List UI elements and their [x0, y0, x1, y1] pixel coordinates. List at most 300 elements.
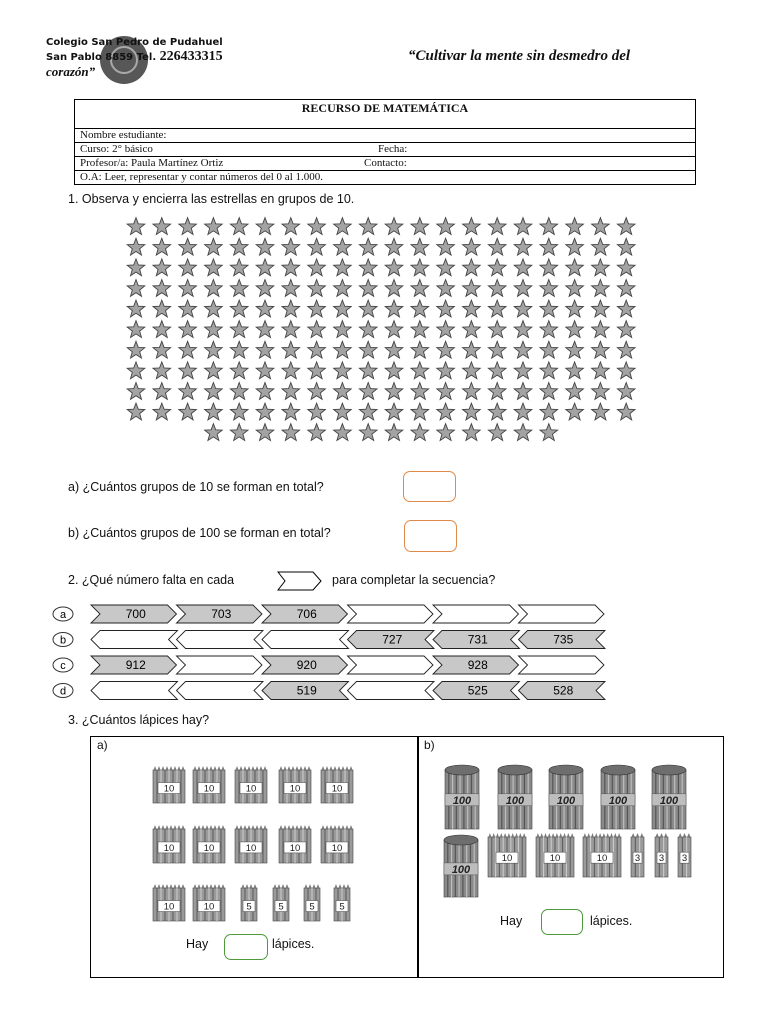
- school-info: [46, 36, 223, 79]
- sequence-blank-cell[interactable]: [519, 656, 605, 674]
- sequence-grid[interactable]: [48, 600, 608, 700]
- star-icon[interactable]: [179, 238, 197, 255]
- star-icon[interactable]: [617, 300, 635, 317]
- q1b-prompt: b) ¿Cuántos grupos de 100 se forman en total?: [68, 526, 331, 540]
- star-icon[interactable]: [308, 300, 326, 317]
- star-icon[interactable]: [566, 341, 584, 358]
- star-icon[interactable]: [437, 383, 455, 400]
- star-icon[interactable]: [205, 362, 223, 379]
- star-icon[interactable]: [153, 218, 171, 235]
- teacher-label: Profesor/a: Paula Martínez Ortiz: [80, 157, 224, 169]
- star-icon[interactable]: [617, 218, 635, 235]
- star-icon[interactable]: [488, 424, 506, 441]
- sequence-blank-cell[interactable]: [262, 631, 349, 649]
- star-icon[interactable]: [411, 362, 429, 379]
- star-icon[interactable]: [540, 321, 558, 338]
- sequence-blank-cell[interactable]: [348, 656, 434, 674]
- pencil-bundle-5-icon: [304, 884, 320, 921]
- star-icon[interactable]: [617, 403, 635, 420]
- student-name-row[interactable]: [75, 129, 695, 143]
- star-icon[interactable]: [488, 280, 506, 297]
- star-icon[interactable]: [566, 280, 584, 297]
- star-icon[interactable]: [385, 341, 403, 358]
- star-icon[interactable]: [179, 341, 197, 358]
- star-icon[interactable]: [437, 238, 455, 255]
- star-icon[interactable]: [256, 238, 274, 255]
- star-icon[interactable]: [488, 218, 506, 235]
- pencil-cylinder-100-icon: [549, 765, 583, 829]
- panel-a-hay: Hay: [186, 937, 209, 951]
- star-icon[interactable]: [463, 424, 481, 441]
- star-icon[interactable]: [540, 403, 558, 420]
- bundle-label: 10: [163, 783, 175, 795]
- star-icon[interactable]: [230, 300, 248, 317]
- school-address: San Pablo 8859 Tel.: [46, 52, 157, 63]
- star-icon[interactable]: [385, 321, 403, 338]
- star-icon[interactable]: [179, 280, 197, 297]
- star-icon[interactable]: [230, 280, 248, 297]
- star-icon[interactable]: [205, 218, 223, 235]
- panel-b: [417, 736, 724, 978]
- star-icon[interactable]: [385, 218, 403, 235]
- star-icon[interactable]: [334, 218, 352, 235]
- sequence-value: 735: [553, 632, 574, 647]
- star-icon[interactable]: [230, 341, 248, 358]
- star-icon[interactable]: [282, 280, 300, 297]
- info-table: [74, 99, 696, 185]
- objective-label: O.A: Leer, representar y contar números del 0 al 1.000.: [80, 171, 323, 183]
- star-icon[interactable]: [308, 403, 326, 420]
- star-icon[interactable]: [359, 280, 377, 297]
- star-icon[interactable]: [282, 341, 300, 358]
- star-icon[interactable]: [282, 424, 300, 441]
- star-icon[interactable]: [514, 341, 532, 358]
- star-icon[interactable]: [437, 403, 455, 420]
- bundle-label: 100: [452, 794, 472, 807]
- star-icon[interactable]: [514, 424, 532, 441]
- star-icon[interactable]: [385, 383, 403, 400]
- pencil-bundle-10-icon: [279, 825, 311, 863]
- star-icon[interactable]: [359, 341, 377, 358]
- star-icon[interactable]: [540, 300, 558, 317]
- star-icon[interactable]: [463, 218, 481, 235]
- star-icon[interactable]: [411, 300, 429, 317]
- star-icon[interactable]: [463, 238, 481, 255]
- panel-a: [90, 736, 419, 978]
- star-icon[interactable]: [359, 218, 377, 235]
- motto: “Cultivar la mente sin desmedro del: [408, 48, 631, 64]
- star-icon[interactable]: [411, 403, 429, 420]
- star-icon[interactable]: [205, 341, 223, 358]
- star-icon[interactable]: [411, 280, 429, 297]
- bundle-label: 10: [203, 783, 215, 795]
- star-icon[interactable]: [411, 341, 429, 358]
- star-icon[interactable]: [308, 259, 326, 276]
- star-icon[interactable]: [256, 341, 274, 358]
- star-icon[interactable]: [334, 383, 352, 400]
- star-icon[interactable]: [463, 321, 481, 338]
- star-icon[interactable]: [514, 259, 532, 276]
- bundle-label: 3: [681, 853, 688, 865]
- panel-b-answer-box[interactable]: [541, 909, 583, 935]
- sequence-value: 928: [467, 658, 488, 672]
- star-icon[interactable]: [282, 321, 300, 338]
- star-icon[interactable]: [411, 218, 429, 235]
- star-icon[interactable]: [308, 362, 326, 379]
- star-icon[interactable]: [256, 424, 274, 441]
- star-icon[interactable]: [437, 362, 455, 379]
- star-icon[interactable]: [308, 238, 326, 255]
- star-icon[interactable]: [256, 218, 274, 235]
- bundle-label: 10: [245, 783, 257, 795]
- star-icon[interactable]: [230, 259, 248, 276]
- star-icon[interactable]: [437, 300, 455, 317]
- star-icon[interactable]: [282, 238, 300, 255]
- star-icon[interactable]: [385, 238, 403, 255]
- star-icon[interactable]: [153, 403, 171, 420]
- pencil-cylinder-100-icon: [444, 835, 478, 897]
- star-icon[interactable]: [256, 403, 274, 420]
- sequence-blank-cell[interactable]: [177, 631, 264, 649]
- pencil-bundle-10-icon: [488, 833, 526, 877]
- star-icon[interactable]: [153, 383, 171, 400]
- star-icon[interactable]: [359, 238, 377, 255]
- star-icon[interactable]: [359, 383, 377, 400]
- sequence-blank-cell[interactable]: [348, 682, 435, 700]
- star-icon[interactable]: [437, 280, 455, 297]
- star-icon[interactable]: [205, 259, 223, 276]
- star-icon[interactable]: [540, 383, 558, 400]
- star-icon[interactable]: [153, 321, 171, 338]
- star-icon[interactable]: [592, 300, 610, 317]
- star-icon[interactable]: [256, 321, 274, 338]
- sequence-value: 519: [296, 683, 317, 698]
- bundle-label: 10: [331, 783, 343, 795]
- bundle-label: 100: [505, 794, 525, 807]
- star-icon[interactable]: [334, 280, 352, 297]
- sequence-blank-cell[interactable]: [348, 605, 434, 623]
- star-icon[interactable]: [256, 259, 274, 276]
- star-icon[interactable]: [566, 383, 584, 400]
- bundle-label: 100: [608, 794, 628, 807]
- star-icon[interactable]: [488, 403, 506, 420]
- star-icon[interactable]: [230, 424, 248, 441]
- star-icon[interactable]: [127, 218, 145, 235]
- star-icon[interactable]: [514, 383, 532, 400]
- star-icon[interactable]: [592, 341, 610, 358]
- star-icon[interactable]: [153, 300, 171, 317]
- star-icon[interactable]: [411, 424, 429, 441]
- star-icon[interactable]: [385, 424, 403, 441]
- star-icon[interactable]: [205, 383, 223, 400]
- star-icon[interactable]: [205, 424, 223, 441]
- contact-label: Contacto:: [364, 157, 407, 169]
- sequence-value: 920: [296, 658, 317, 672]
- star-icon[interactable]: [592, 321, 610, 338]
- star-icon[interactable]: [359, 403, 377, 420]
- q1-prompt: 1. Observa y encierra las estrellas en grupos de 10.: [68, 192, 355, 206]
- star-icon[interactable]: [359, 321, 377, 338]
- star-icon[interactable]: [334, 424, 352, 441]
- course-label: Curso: 2° básico: [80, 143, 153, 155]
- sequence-blank-cell[interactable]: [433, 605, 519, 623]
- star-icon[interactable]: [566, 238, 584, 255]
- pencil-bundle-10-icon: [153, 766, 185, 803]
- star-icon[interactable]: [153, 259, 171, 276]
- sequence-blank-cell[interactable]: [519, 605, 605, 623]
- star-icon[interactable]: [488, 321, 506, 338]
- star-icon[interactable]: [385, 259, 403, 276]
- star-icon[interactable]: [488, 259, 506, 276]
- star-icon[interactable]: [308, 424, 326, 441]
- star-icon[interactable]: [617, 321, 635, 338]
- star-icon[interactable]: [437, 321, 455, 338]
- star-icon[interactable]: [488, 341, 506, 358]
- star-icon[interactable]: [205, 403, 223, 420]
- star-icon[interactable]: [153, 362, 171, 379]
- star-icon[interactable]: [282, 383, 300, 400]
- star-icon[interactable]: [127, 280, 145, 297]
- panel-b-label: b): [424, 738, 435, 752]
- star-icon[interactable]: [514, 280, 532, 297]
- star-icon[interactable]: [592, 383, 610, 400]
- star-icon[interactable]: [282, 362, 300, 379]
- star-grid[interactable]: [124, 215, 648, 447]
- star-icon[interactable]: [540, 341, 558, 358]
- star-icon[interactable]: [282, 300, 300, 317]
- pencil-bundle-10-icon: [193, 884, 225, 921]
- star-icon[interactable]: [205, 280, 223, 297]
- star-icon[interactable]: [127, 321, 145, 338]
- panel-a-answer-box[interactable]: [224, 934, 268, 960]
- star-icon[interactable]: [437, 218, 455, 235]
- sequence-blank-cell[interactable]: [177, 682, 264, 700]
- star-icon[interactable]: [463, 362, 481, 379]
- pencil-bundle-3-icon: [678, 833, 691, 877]
- star-icon[interactable]: [334, 238, 352, 255]
- star-icon[interactable]: [385, 403, 403, 420]
- star-icon[interactable]: [566, 218, 584, 235]
- star-icon[interactable]: [282, 218, 300, 235]
- star-icon[interactable]: [127, 259, 145, 276]
- star-icon[interactable]: [282, 403, 300, 420]
- q1a-answer-box[interactable]: [403, 471, 456, 502]
- star-icon[interactable]: [153, 280, 171, 297]
- star-icon[interactable]: [411, 321, 429, 338]
- pencil-bundle-10-icon: [321, 766, 353, 803]
- star-icon[interactable]: [514, 300, 532, 317]
- panel-b-hay: Hay: [500, 914, 523, 928]
- sequence-row-d: [53, 682, 605, 700]
- star-icon[interactable]: [179, 362, 197, 379]
- star-icon[interactable]: [592, 403, 610, 420]
- star-icon[interactable]: [127, 341, 145, 358]
- star-icon[interactable]: [411, 383, 429, 400]
- star-icon[interactable]: [179, 300, 197, 317]
- star-icon[interactable]: [308, 280, 326, 297]
- star-icon[interactable]: [334, 341, 352, 358]
- star-icon[interactable]: [230, 218, 248, 235]
- star-icon[interactable]: [463, 341, 481, 358]
- pencil-cylinder-100-icon: [601, 765, 635, 829]
- star-icon[interactable]: [463, 300, 481, 317]
- star-icon[interactable]: [592, 238, 610, 255]
- star-icon[interactable]: [463, 383, 481, 400]
- star-icon[interactable]: [153, 238, 171, 255]
- bundle-label: 100: [556, 794, 576, 807]
- bundle-label: 5: [278, 901, 284, 913]
- star-icon[interactable]: [359, 259, 377, 276]
- star-icon[interactable]: [179, 383, 197, 400]
- star-icon[interactable]: [256, 383, 274, 400]
- star-icon[interactable]: [437, 341, 455, 358]
- bundle-label: 10: [549, 853, 561, 865]
- star-icon[interactable]: [230, 403, 248, 420]
- star-icon[interactable]: [385, 280, 403, 297]
- star-icon[interactable]: [308, 321, 326, 338]
- star-icon[interactable]: [179, 403, 197, 420]
- star-icon[interactable]: [592, 218, 610, 235]
- row-label: a: [59, 609, 67, 621]
- star-icon[interactable]: [127, 383, 145, 400]
- star-icon[interactable]: [488, 300, 506, 317]
- sequence-value: 731: [467, 632, 488, 647]
- star-icon[interactable]: [385, 362, 403, 379]
- star-icon[interactable]: [540, 259, 558, 276]
- sequence-blank-cell[interactable]: [177, 656, 263, 674]
- star-icon[interactable]: [514, 238, 532, 255]
- star-icon[interactable]: [334, 403, 352, 420]
- motto-end: corazón”: [46, 64, 96, 79]
- star-icon[interactable]: [153, 341, 171, 358]
- sequence-blank-cell[interactable]: [91, 631, 178, 649]
- star-icon[interactable]: [617, 238, 635, 255]
- pencil-bundles-a: [91, 737, 418, 937]
- star-icon[interactable]: [359, 300, 377, 317]
- sequence-blank-cell[interactable]: [91, 682, 178, 700]
- star-icon[interactable]: [127, 300, 145, 317]
- panel-a-label: a): [97, 738, 108, 752]
- star-icon[interactable]: [411, 238, 429, 255]
- star-icon[interactable]: [359, 362, 377, 379]
- star-icon[interactable]: [334, 321, 352, 338]
- star-icon[interactable]: [488, 238, 506, 255]
- star-icon[interactable]: [205, 300, 223, 317]
- pencil-bundle-5-icon: [273, 884, 289, 921]
- star-icon[interactable]: [488, 383, 506, 400]
- star-icon[interactable]: [334, 362, 352, 379]
- star-icon[interactable]: [566, 362, 584, 379]
- star-icon[interactable]: [282, 259, 300, 276]
- bundle-label: 10: [289, 783, 301, 795]
- star-icon[interactable]: [230, 321, 248, 338]
- star-icon[interactable]: [540, 424, 558, 441]
- star-icon[interactable]: [514, 321, 532, 338]
- star-icon[interactable]: [308, 383, 326, 400]
- star-icon[interactable]: [437, 259, 455, 276]
- star-icon[interactable]: [463, 259, 481, 276]
- star-icon[interactable]: [566, 300, 584, 317]
- date-label: Fecha:: [378, 143, 408, 155]
- star-icon[interactable]: [205, 321, 223, 338]
- bundle-label: 10: [596, 853, 608, 865]
- star-icon[interactable]: [617, 341, 635, 358]
- star-icon[interactable]: [540, 280, 558, 297]
- star-icon[interactable]: [617, 259, 635, 276]
- star-icon[interactable]: [256, 362, 274, 379]
- star-icon[interactable]: [437, 424, 455, 441]
- row-label: b: [59, 634, 67, 647]
- star-icon[interactable]: [256, 280, 274, 297]
- star-icon[interactable]: [540, 218, 558, 235]
- star-icon[interactable]: [463, 403, 481, 420]
- star-icon[interactable]: [127, 238, 145, 255]
- star-icon[interactable]: [566, 403, 584, 420]
- pencil-bundle-3-icon: [655, 833, 668, 877]
- star-icon[interactable]: [592, 259, 610, 276]
- star-icon[interactable]: [230, 238, 248, 255]
- star-icon[interactable]: [540, 362, 558, 379]
- arrow-cell-icon: [277, 571, 323, 591]
- star-icon[interactable]: [514, 403, 532, 420]
- star-icon[interactable]: [592, 280, 610, 297]
- star-icon[interactable]: [256, 300, 274, 317]
- star-icon[interactable]: [617, 362, 635, 379]
- q3-prompt: 3. ¿Cuántos lápices hay?: [68, 713, 210, 727]
- school-name: Colegio San Pedro de Pudahuel: [46, 37, 223, 48]
- pencil-bundle-3-icon: [631, 833, 644, 877]
- star-icon[interactable]: [359, 424, 377, 441]
- star-icon[interactable]: [179, 218, 197, 235]
- star-icon[interactable]: [463, 280, 481, 297]
- star-icon[interactable]: [514, 218, 532, 235]
- star-icon[interactable]: [179, 321, 197, 338]
- star-icon[interactable]: [592, 362, 610, 379]
- star-icon[interactable]: [566, 321, 584, 338]
- star-icon[interactable]: [617, 383, 635, 400]
- bundle-label: 10: [289, 842, 301, 854]
- star-icon[interactable]: [308, 341, 326, 358]
- star-icon[interactable]: [411, 259, 429, 276]
- bundle-label: 3: [634, 853, 641, 865]
- star-icon[interactable]: [230, 362, 248, 379]
- star-icon[interactable]: [179, 259, 197, 276]
- sequence-value: 912: [125, 658, 146, 672]
- bundle-label: 10: [331, 842, 343, 854]
- star-icon[interactable]: [617, 280, 635, 297]
- star-icon[interactable]: [334, 259, 352, 276]
- star-icon[interactable]: [514, 362, 532, 379]
- star-icon[interactable]: [488, 362, 506, 379]
- star-icon[interactable]: [127, 403, 145, 420]
- star-icon[interactable]: [308, 218, 326, 235]
- star-icon[interactable]: [385, 300, 403, 317]
- bundle-label: 10: [203, 901, 215, 913]
- star-icon[interactable]: [566, 259, 584, 276]
- bundle-label: 10: [163, 901, 175, 913]
- star-icon[interactable]: [540, 238, 558, 255]
- q1b-answer-box[interactable]: [404, 520, 457, 552]
- star-icon[interactable]: [334, 300, 352, 317]
- sequence-row-b: [53, 631, 605, 649]
- sequence-value: 700: [125, 607, 146, 621]
- star-icon[interactable]: [205, 238, 223, 255]
- star-icon[interactable]: [230, 383, 248, 400]
- pencil-bundle-10-icon: [279, 766, 311, 803]
- row-label: d: [59, 685, 67, 698]
- bundle-label: 10: [203, 842, 215, 854]
- star-icon[interactable]: [127, 362, 145, 379]
